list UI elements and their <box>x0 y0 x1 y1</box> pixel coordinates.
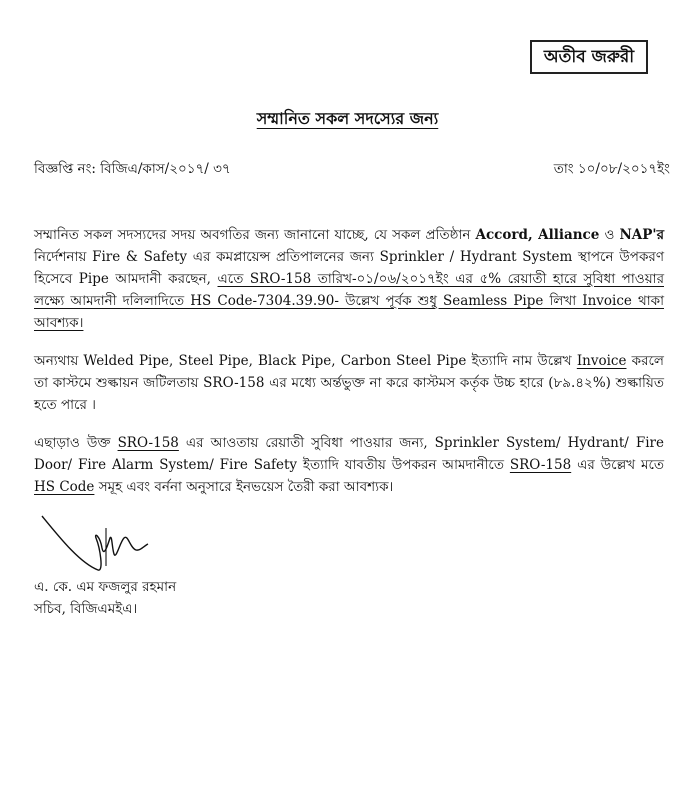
p1-requirement: এতে SRO-158 তারিখ-০১/০৬/২০১৭ইং এর ৫% রেয়াতী হারে সুবিধা পাওয়ার লক্ষ্যে আমদানী দলিলাদিতে HS Code-7304.39.90- উল্লেখ পূর্বক শুধু Seamless Pipe লিখা Invoice থাকা আবশ্যক। <box>34 271 664 331</box>
p3-hs-code: HS Code <box>34 479 95 495</box>
p2-invoice: Invoice <box>576 353 627 369</box>
paragraph-3 <box>34 432 664 498</box>
title-text: সম্মানিত সকল সদস্যের জন্য <box>256 109 439 128</box>
p3-text-3: এর উল্লেখ মতে <box>571 457 664 473</box>
p1-text-3: নির্দেশনায় Fire & Safety এর কমপ্লায়েন্স প্রতিপালনের জন্য Sprinkler / Hydrant System স্থাপনে উপকরণ হিসেবে Pipe আমদানী করছেন, <box>34 249 664 287</box>
urgent-label: অতীব জরুরী <box>530 40 648 74</box>
paragraph-1 <box>34 224 664 334</box>
page-title <box>0 106 695 133</box>
p3-sro-2: SRO-158 <box>509 457 572 473</box>
p1-organizations: Accord, Alliance <box>475 227 600 243</box>
p2-text-1: অন্যথায় Welded Pipe, Steel Pipe, Black Pipe, Carbon Steel Pipe ইত্যাদি নাম উল্লেখ <box>34 353 577 369</box>
reference-number: বিজ্ঞপ্তি নং: বিজিএ/কাস/২০১৭/ ৩৭ <box>34 161 231 177</box>
p3-text-2: এর আওতায় রেয়াতী সুবিধা পাওয়ার জন্য, Sprinkler System/ Hydrant/ Fire Door/ Fire Alarm System/ Fire Safety ইত্যাদি যাবতীয় উপকরন আমদানীতে <box>34 435 664 473</box>
paragraph-2 <box>34 350 664 416</box>
p3-text-4: সমূহ এবং বর্ননা অনুসারে ইনভয়েস তৈরী করা আবশ্যক। <box>94 479 394 495</box>
p1-text-1: সম্মানিত সকল সদস্যদের সদয় অবগতির জন্য জানানো যাচ্ছে, যে সকল প্রতিষ্ঠান <box>34 227 476 243</box>
p3-sro-1: SRO-158 <box>117 435 179 451</box>
p1-nap: NAP'র <box>619 227 664 243</box>
handwritten-signature <box>40 508 150 578</box>
notice-date: তাং ১০/০৮/২০১৭ইং <box>553 161 670 177</box>
signer-title: সচিব, বিজিএমইএ। <box>34 601 138 617</box>
p1-text-2: ও <box>599 227 620 243</box>
p3-text-1: এছাড়াও উক্ত <box>34 435 118 451</box>
signer-name: এ. কে. এম ফজলুর রহমান <box>34 579 177 595</box>
p2-text-2: করলে তা কাস্টমে শুল্কায়ন জটিলতায় SRO-158 এর মধ্যে অর্ন্তভুক্ত না করে কাস্টমস কর্তৃক উচ্চ হারে (৮৯.৪২%) শুল্কায়িত হতে পারে । <box>34 353 664 413</box>
